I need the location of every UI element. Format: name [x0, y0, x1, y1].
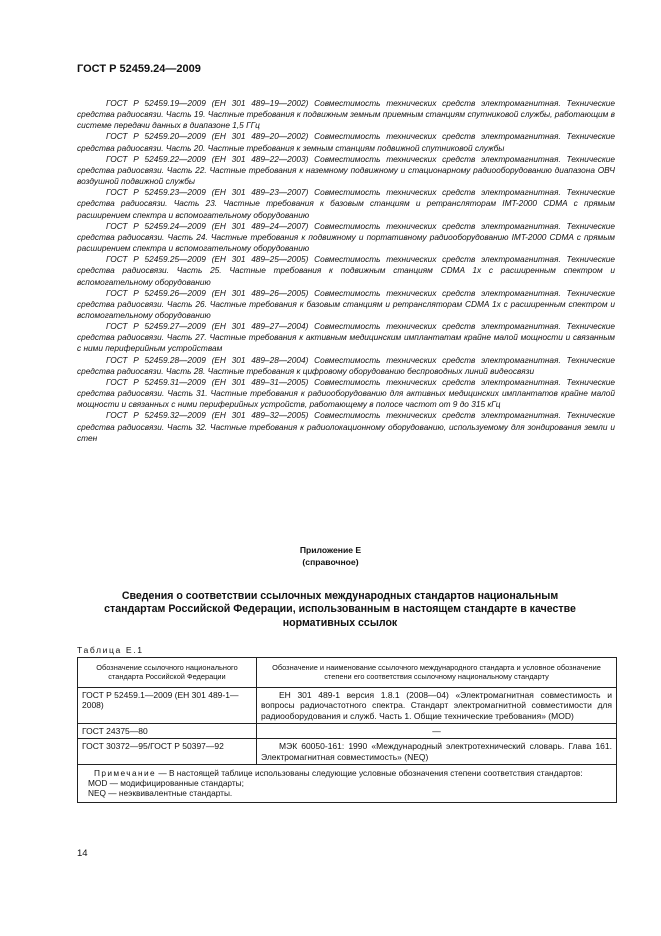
reference-item: ГОСТ Р 52459.27—2009 (ЕН 301 489–27—2004) Совместимость технических средств электромагнитная. Технические средства радиосвязи. Часть 27. Частные требования к активным медицинским имплантатам крайне малой мощности и связанным с ними периферийным устройствам — [77, 321, 615, 354]
reference-item: ГОСТ Р 52459.23—2009 (ЕН 301 489–23—2007) Совместимость технических средств электромагнитная. Технические средства радиосвязи. Часть 23. Частные требования к базовым станциям и ретрансляторам IMT-2000 CDMA с прямым расширением спектра и вспомогательному оборудованию — [77, 187, 615, 220]
note-intro — [82, 768, 612, 778]
column-header-national: Обозначение ссылочного национального стандарта Российской Федерации — [78, 658, 257, 688]
reference-item: ГОСТ Р 52459.19—2009 (ЕН 301 489–19—2002) Совместимость технических средств электромагнитная. Технические средства радиосвязи. Часть 19. Частные требования к подвижным земным приемным станциям спутниковой службы, работающим в системе передачи данных в диапазоне 1,5 ГГц — [77, 98, 615, 131]
note-item: NEQ — неэквивалентные стандарты. — [88, 788, 233, 799]
international-standard-cell: — — [257, 724, 617, 739]
reference-item: ГОСТ Р 52459.20—2009 (ЕН 301 489–20—2002) Совместимость технических средств электромагнитная. Технические средства радиосвязи. Часть 20. Частные требования к земным станциям подвижной спутниковой службы — [77, 131, 615, 153]
reference-item: ГОСТ Р 52459.22—2009 (ЕН 301 489–22—2003) Совместимость технических средств электромагнитная. Технические средства радиосвязи. Часть 22. Частные требования к наземному подвижному и стационарному радиооборудованию диапазона ОВЧ воздушной подвижной службы — [77, 153, 615, 187]
column-header-international: Обозначение и наименование ссылочного международного стандарта и условное обозначение степени его соответствия ссылочному национальному стандарту — [257, 658, 617, 688]
table-row — [78, 739, 617, 765]
appendix-title: Приложение Е — [299, 545, 362, 555]
table-note-row — [78, 765, 617, 803]
document-code-header: ГОСТ Р 52459.24—2009 — [77, 63, 201, 75]
table-header-row — [78, 658, 617, 688]
appendix-type: (справочное) — [302, 557, 359, 567]
note-text: — В настоящей таблице использованы следующие условные обозначения степени соответствия стандартов: — [156, 768, 583, 779]
note-item: MOD — модифицированные стандарты; — [88, 778, 244, 789]
table-row — [78, 687, 617, 723]
reference-item: ГОСТ Р 52459.32—2009 (ЕН 301 489–32—2005) Совместимость технических средств электромагнитная. Технические средства радиосвязи. Часть 32. Частные требования к радиолокационному оборудованию, используемому для зондирования земли и стен — [77, 410, 615, 443]
national-standard-cell: ГОСТ Р 52459.1—2009 (ЕН 301 489-1—2008) — [78, 687, 257, 723]
international-standard-cell: ЕН 301 489-1 версия 1.8.1 (2008—04) «Электромагнитная совместимость и вопросы радиочастотного спектра. Стандарт электромагнитной совместимости для радиооборудования и служб. Часть 1. Общие технические требования» (MOD) — [257, 687, 617, 723]
reference-item: ГОСТ Р 52459.26—2009 (ЕН 301 489–26—2005) Совместимость технических средств электромагнитная. Технические средства радиосвязи. Часть 26. Частные требования к базовым станциям и ретрансляторам CDMA 1x с расширенным спектром и вспомогательному оборудованию — [77, 287, 615, 320]
reference-item: ГОСТ Р 52459.25—2009 (ЕН 301 489–25—2005) Совместимость технических средств электромагнитная. Технические средства радиосвязи. Часть 25. Частные требования к подвижным станциям CDMA 1x с расширенным спектром и вспомогательному оборудованию — [77, 254, 615, 287]
table-note — [78, 765, 617, 803]
page-number: 14 — [77, 848, 88, 859]
reference-item: ГОСТ Р 52459.28—2009 (ЕН 301 489–28—2004) Совместимость технических средств электромагнитная. Технические средства радиосвязи. Часть 28. Частные требования к цифровому оборудованию беспроводных линий видеосвязи — [77, 354, 615, 376]
table-caption: Таблица Е.1 — [77, 645, 144, 655]
correspondence-table — [77, 657, 617, 803]
normative-references-list — [77, 98, 615, 444]
national-standard-cell: ГОСТ 24375—80 — [78, 724, 257, 739]
national-standard-cell: ГОСТ 30372—95/ГОСТ Р 50397—92 — [78, 739, 257, 765]
international-standard-cell: МЭК 60050-161: 1990 «Международный электротехнический словарь. Глава 161. Электромагнитная совместимость» (NEQ) — [257, 739, 617, 765]
table-row — [78, 724, 617, 739]
reference-item: ГОСТ Р 52459.31—2009 (ЕН 301 489–31—2005) Совместимость технических средств электромагнитная. Технические средства радиосвязи. Часть 31. Частные требования к радиооборудованию для активных медицинских имплантатов крайне малой мощности и связанных с ними периферийных устройств, работающему в полосе частот от 9 до 315 кГц — [77, 376, 615, 410]
appendix-heading: Сведения о соответствии ссылочных международных стандартов национальным стандартам Российской Федерации, использованным в настоящем стандарте в качестве нормативных ссылок — [104, 590, 576, 629]
reference-item: ГОСТ Р 52459.24—2009 (ЕН 301 489–24—2007) Совместимость технических средств электромагнитная. Технические средства радиосвязи. Часть 24. Частные требования к подвижному и портативному радиооборудованию IMT-2000 CDMA с прямым расширением спектра и вспомогательному оборудованию — [77, 220, 615, 254]
note-label: Примечание — [94, 768, 157, 779]
